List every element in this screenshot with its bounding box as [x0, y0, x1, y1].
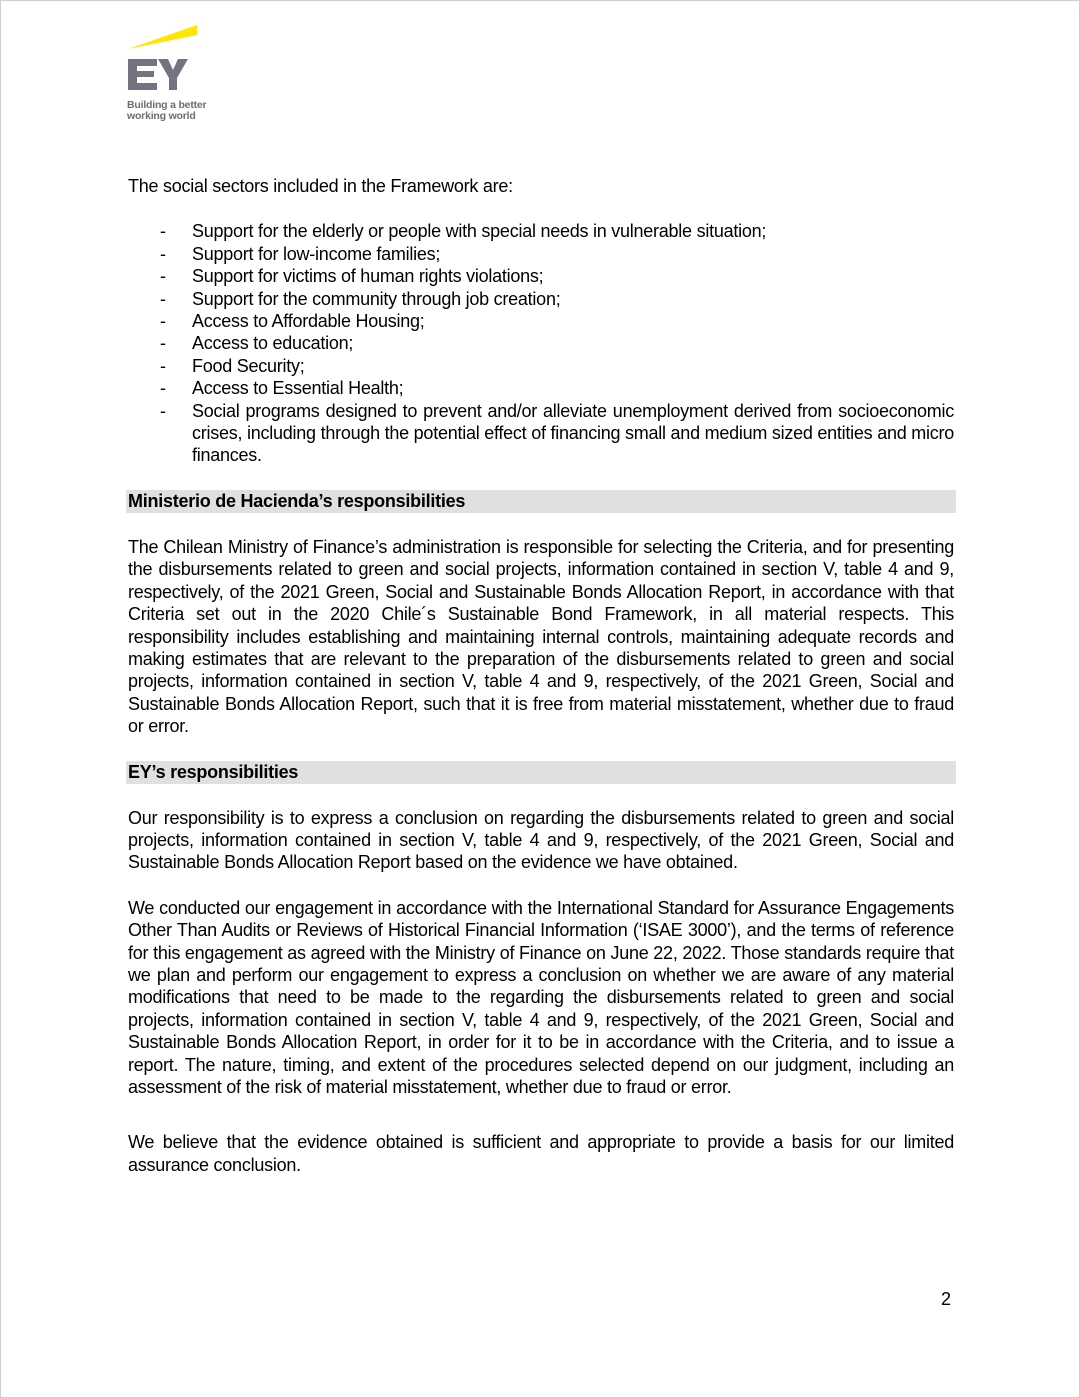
section-heading-ey: EY’s responsibilities: [126, 761, 956, 784]
intro-text: The social sectors included in the Framework are:: [128, 176, 513, 196]
list-item: [128, 332, 954, 354]
list-item: [128, 310, 954, 332]
list-item: [128, 265, 954, 287]
section-heading-ministerio: Ministerio de Hacienda’s responsibilities: [126, 490, 956, 513]
list-item: [128, 288, 954, 310]
ey-logo: [127, 25, 217, 125]
list-item-text: Food Security;: [192, 355, 305, 376]
dash-bullet: -: [160, 400, 166, 421]
ministerio-paragraph: The Chilean Ministry of Finance’s administration is responsible for selecting the Criteria, and for presenting the disbursements related to green and social projects, information contained in section V, table 4 and 9, respectively, of the 2021 Green, Social and Sustainable Bonds Allocation Report, in accordance with that Criteria set out in the 2020 Chile´s Sustainable Bond Framework, in all material respects. This responsibility includes establishing and maintaining internal controls, maintaining adequate records and making estimates that are relevant to the preparation of the disbursements related to green and social projects, information contained in section V, table 4 and 9, respectively, of the 2021 Green, Social and Sustainable Bonds Allocation Report, such that it is free from material misstatement, whether due to fraud or error.: [128, 536, 954, 737]
logo-tagline-line-2: working world: [127, 110, 196, 122]
list-item: [128, 220, 954, 242]
page-number: 2: [941, 1289, 952, 1309]
list-item-text: Access to Essential Health;: [192, 378, 404, 399]
dash-bullet: -: [160, 378, 166, 399]
document-body: [128, 175, 954, 1176]
list-item-text: Support for victims of human rights violations;: [192, 266, 544, 287]
dash-bullet: -: [160, 243, 166, 264]
ey-logo-icon: [127, 25, 217, 97]
list-item-text: Access to Affordable Housing;: [192, 311, 425, 332]
dash-bullet: -: [160, 266, 166, 287]
list-item: [128, 377, 954, 399]
list-item-text: Support for the elderly or people with special needs in vulnerable situation;: [192, 221, 767, 242]
ey-paragraph-1: Our responsibility is to express a conclusion on regarding the disbursements related to green and social projects, information contained in section V, table 4 and 9, respectively, of the 2021 Green, Social and Sustainable Bonds Allocation Report based on the evidence we have obtained.: [128, 807, 954, 873]
dash-bullet: -: [160, 333, 166, 354]
dash-bullet: -: [160, 311, 166, 332]
ey-paragraph-2: We conducted our engagement in accordance with the International Standard for Assurance Engagements Other Than Audits or Reviews of Historical Financial Information (‘ISAE 3000’), and the terms of reference for this engagement as agreed with the Ministry of Finance on June 22, 2022. Those standards require that we plan and perform our engagement to express a conclusion on whether we are aware of any material modifications that need to be made to the regarding the disbursements related to green and social projects, information contained in section V, table 4 and 9, respectively, of the 2021 Green, Social and Sustainable Bonds Allocation Report, in order for it to be in accordance with the Criteria, and to issue a report. The nature, timing, and extent of the procedures selected depend on our judgment, including an assessment of the risk of material misstatement, whether due to fraud or error.: [128, 897, 954, 1097]
ey-paragraph-3: We believe that the evidence obtained is sufficient and appropriate to provide a basis for our limited assurance conclusion.: [128, 1132, 954, 1175]
dash-bullet: -: [160, 355, 166, 376]
social-sectors-list: [128, 220, 954, 466]
list-item-text: Support for the community through job creation;: [192, 288, 561, 309]
list-item: [128, 400, 954, 467]
list-item-text: Access to education;: [192, 333, 354, 354]
dash-bullet: -: [160, 221, 166, 242]
logo-tagline: [127, 100, 206, 122]
list-item: [128, 355, 954, 377]
list-item-text: Support for low-income families;: [192, 243, 441, 264]
list-item-text: Social programs designed to prevent and/or alleviate unemployment derived from socioeconomic crises, including through the potential effect of financing small and medium sized entities and micro finances.: [192, 400, 954, 466]
logo-tagline-line-1: Building a better: [127, 99, 207, 111]
list-item: [128, 243, 954, 265]
dash-bullet: -: [160, 288, 166, 309]
